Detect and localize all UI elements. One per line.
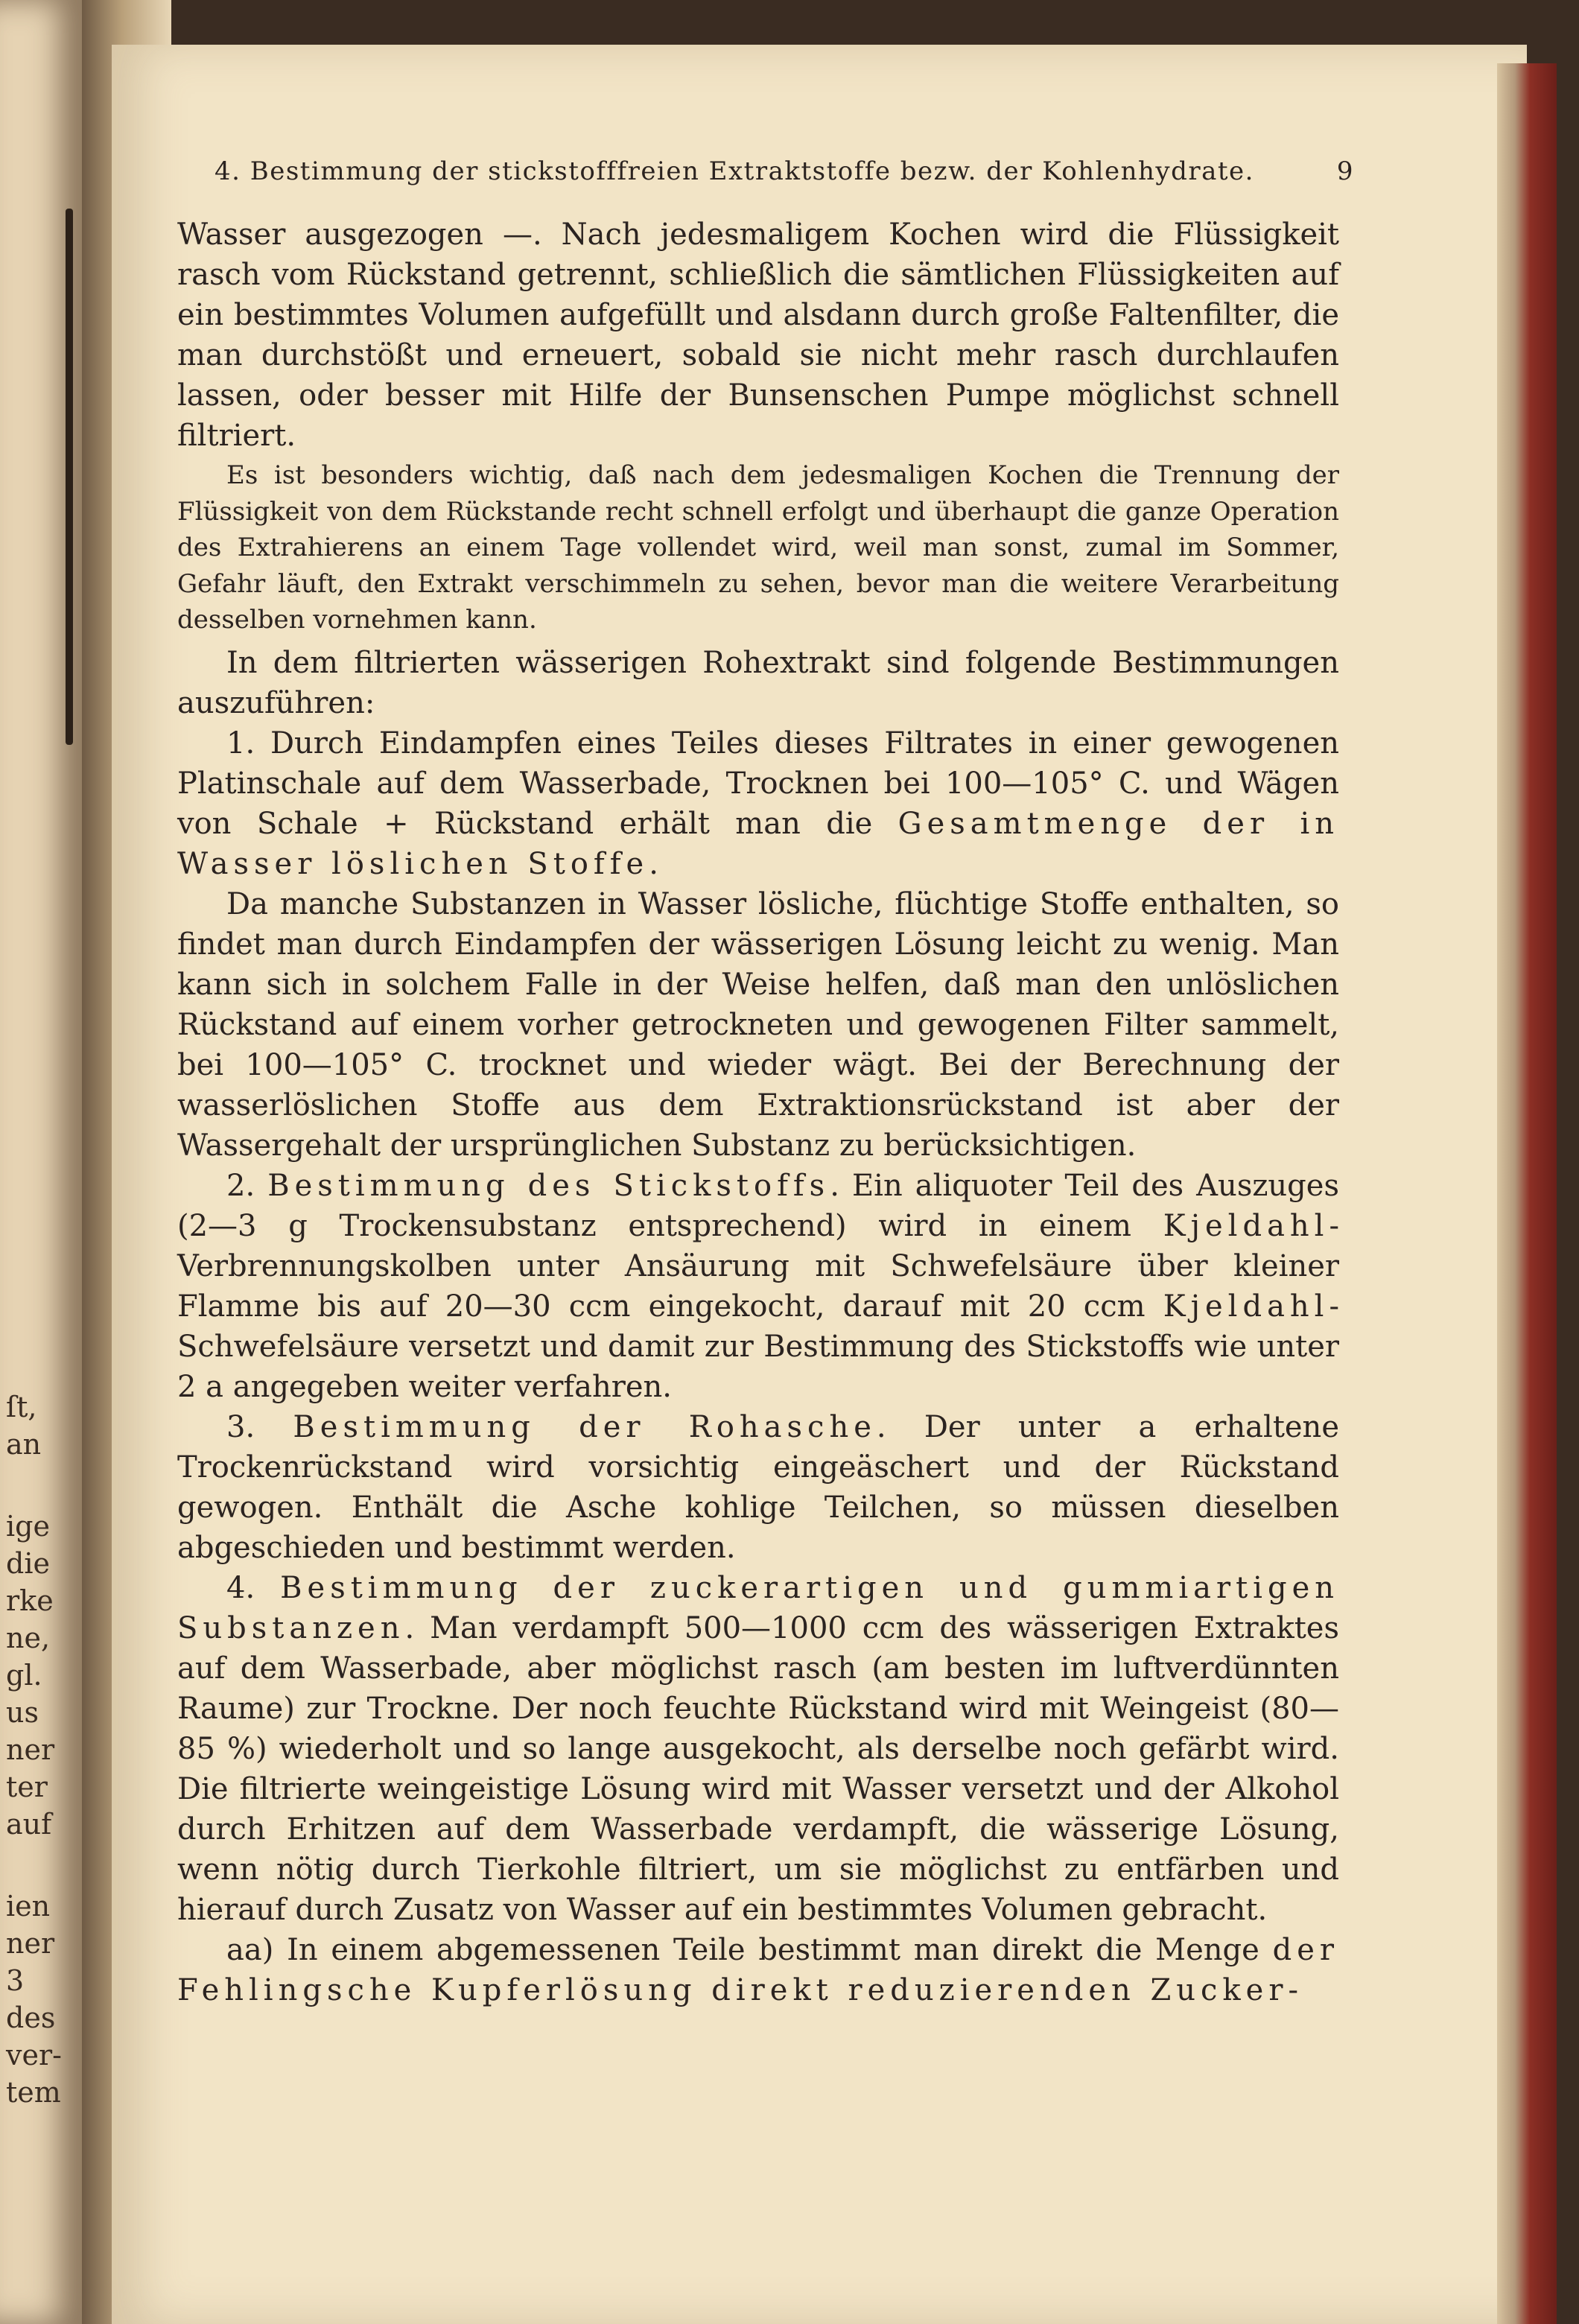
facing-page-fragment: gl. — [6, 1659, 42, 1692]
page-number: 9 — [1336, 156, 1354, 186]
text-run: 1. Durch Eindampfen eines Teiles dieses Filtrates in einer gewogenen Platinschale auf dem Wasserbade, Trocknen bei 100—105° C. und Wägen von Schale + Rückstand erhält man die — [177, 726, 1339, 841]
text-run: . — [649, 846, 658, 881]
spaced-emphasis: Gesamtmenge der in Wasser löslichen Stoffe — [177, 806, 1339, 881]
paragraph-item-4 — [177, 1568, 1339, 1930]
paragraph-item-2 — [177, 1166, 1339, 1407]
text-run: . Ein aliquoter Teil des Auszuges (2—3 g Trockensubstanz entsprechend) wird in einem — [177, 1168, 1339, 1243]
paragraph-item-1-note: Da manche Substanzen in Wasser lösliche, flüchtige Stoffe enthalten, so findet man durch Eindampfen der wässerigen Lösung leicht zu wenig. Man kann sich in solchem Falle in der Weise helfen, daß man den unlöslichen Rückstand auf einem vorher getrockneten und gewogenen Filter sammelt, bei 100—105° C. trocknet und wieder wägt. Bei der Berechnung der wasserlöslichen Stoffe aus dem Extraktionsrückstand ist aber der Wassergehalt der ursprünglichen Substanz zu berücksichtigen. — [177, 886, 1339, 1163]
text-run: -Verbrennungskolben unter Ansäurung mit Schwefelsäure über kleiner Flamme bis auf 20—30 ccm eingekocht, darauf mit 20 ccm — [177, 1208, 1339, 1324]
paragraph-intro: In dem filtrierten wässerigen Rohextrakt sind folgende Bestimmungen auszuführen: — [177, 645, 1339, 720]
facing-page-fragment: ver- — [6, 2039, 62, 2071]
running-header-title: 4. Bestimmung der stickstofffreien Extraktstoffe bezw. der Kohlenhydrate. — [215, 156, 1254, 186]
facing-page-fragment: an — [6, 1428, 42, 1461]
facing-page-fragment: ter — [6, 1771, 48, 1803]
paragraph-continuation: Wasser ausgezogen —. Nach jedesmaligem Kochen wird die Flüssigkeit rasch vom Rückstand getrennt, schließlich die sämtlichen Flüssigkeiten auf ein bestimmtes Volumen aufgefüllt und alsdann durch große Faltenfilter, die man durchstößt und erneuert, sobald sie nicht mehr rasch durchlaufen lassen, oder besser mit Hilfe der Bunsenschen Pumpe möglichst schnell filtriert. — [177, 218, 1339, 453]
spaced-emphasis: Bestimmung der Rohasche — [293, 1409, 877, 1444]
text-run: 3. — [226, 1409, 293, 1444]
text-run: . Der unter a erhaltene Trockenrückstand wird vorsichtig eingeäschert und der Rückstand gewogen. Enthält die Asche kohlige Teilchen, so müssen dieselben abgeschieden und bestimmt werden. — [177, 1409, 1339, 1565]
spaced-name: Kjeldahl — [1163, 1208, 1329, 1243]
spaced-emphasis: der Fehlingsche Kupferlösung direkt reduzierenden Zucker- — [177, 1932, 1339, 2007]
facing-page-fragment: tem — [6, 2076, 61, 2109]
book-cover-edge — [1497, 63, 1557, 2324]
text-run: 4. — [226, 1570, 281, 1605]
page-text — [177, 149, 1354, 2010]
facing-page-fragment: ner — [6, 1927, 55, 1960]
paragraph-note: Es ist besonders wichtig, daß nach dem jedesmaligen Kochen die Trennung der Flüssigkeit von dem Rückstande recht schnell erfolgt und überhaupt die ganze Operation des Extrahierens an einem Tage vollendet wird, weil man sonst, zumal im Sommer, Gefahr läuft, den Extrakt verschimmeln zu sehen, bevor man die weitere Verarbeitung desselben vornehmen kann. — [177, 460, 1339, 635]
facing-page-fragment: rke — [6, 1584, 54, 1617]
spaced-emphasis: Bestimmung des Stickstoffs — [267, 1168, 830, 1203]
text-run: . Man verdampft 500—1000 ccm des wässerigen Extraktes auf dem Wasserbade, aber möglichst rasch (am besten im luftverdünnten Raume) zur Trockne. Der noch feuchte Rückstand wird mit Weingeist (80—85 %) wiederholt und so lange ausgekocht, als derselbe noch gefärbt wird. Die filtrierte weingeistige Lösung wird mit Wasser versetzt und der Alkohol durch Erhitzen auf dem Wasserbade verdampft, die wässerige Lösung, wenn nötig durch Tierkohle filtriert, um sie möglichst zu entfärben und hierauf durch Zusatz von Wasser auf ein bestimmtes Volumen gebracht. — [177, 1610, 1339, 1927]
paragraph-item-1 — [177, 723, 1339, 884]
paragraph-item-aa — [177, 1930, 1339, 2010]
facing-page-fragment: des — [6, 2001, 56, 2034]
facing-page-fragment: ige — [6, 1510, 50, 1543]
facing-page-fragment: auf — [6, 1808, 52, 1841]
facing-page — [0, 0, 82, 2324]
text-run: 2. — [226, 1168, 268, 1203]
facing-page-fragment: ner — [6, 1733, 55, 1766]
facing-page-fragment: 3 — [6, 1964, 25, 1997]
facing-page-fragment: ſt, — [6, 1391, 37, 1423]
text-run: -Schwefelsäure versetzt und damit zur Bestimmung des Stickstoffs wie unter 2 a angegeben weiter verfahren. — [177, 1289, 1339, 1404]
facing-page-fragment: die — [6, 1547, 50, 1580]
facing-page-fragment: ien — [6, 1890, 51, 1923]
facing-page-fragment: us — [6, 1696, 39, 1729]
running-header — [177, 149, 1354, 194]
facing-page-shadow — [66, 209, 73, 745]
spaced-emphasis: Bestimmung der zuckerartigen und gummiartigen Substanzen — [177, 1570, 1340, 1645]
spaced-name: Kjeldahl — [1163, 1289, 1329, 1324]
page-body — [177, 215, 1339, 2010]
facing-page-fragment: ne, — [6, 1622, 51, 1654]
paragraph-item-3 — [177, 1407, 1339, 1568]
text-run: aa) In einem abgemessenen Teile bestimmt man direkt die Menge — [226, 1932, 1273, 1967]
